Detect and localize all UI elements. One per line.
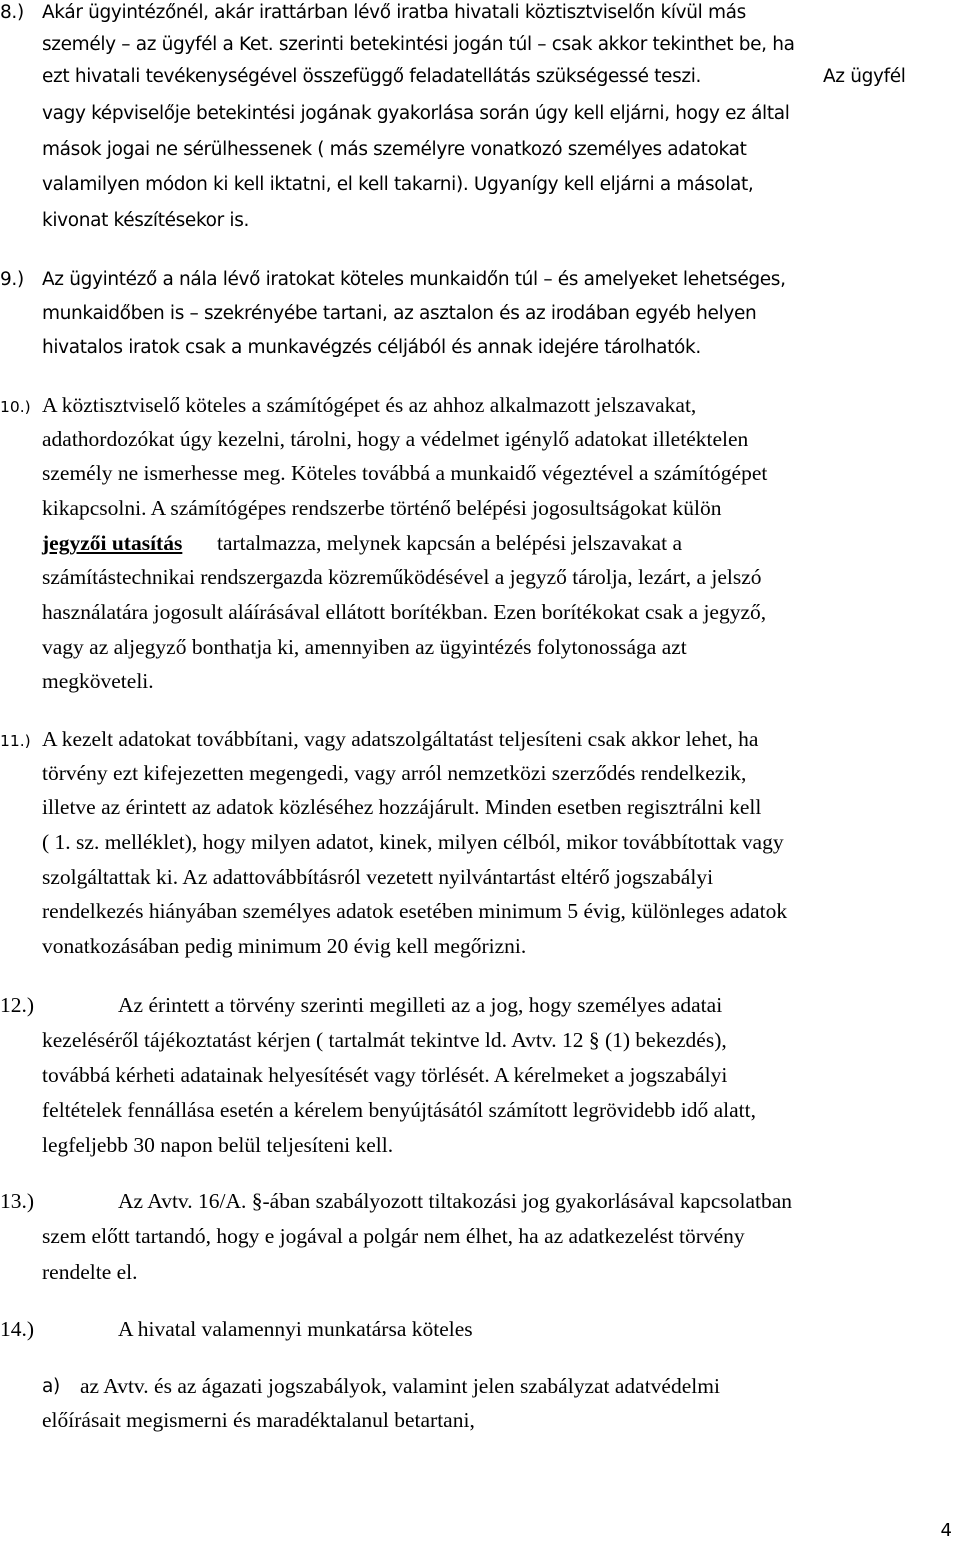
item-number: 13.)	[0, 1189, 35, 1213]
item-number: 11.)	[0, 732, 31, 750]
paragraph-line: munkaidőben is – szekrényébe tartani, az asztalon és az irodában egyéb helyen	[42, 303, 757, 324]
emphasis-text: jegyzői utasítás	[42, 531, 183, 555]
paragraph-line: hivatalos iratok csak a munkavégzés céljából és annak idejére tárolhatók.	[42, 337, 701, 358]
paragraph-line: vagy az aljegyző bonthatja ki, amennyiben az ügyintézés folytonossága azt	[42, 635, 687, 659]
paragraph-line: Az Avtv. 16/A. §-ában szabályozott tiltakozási jog gyakorlásával kapcsolatban	[118, 1189, 793, 1213]
paragraph-line: feltételek fennállása esetén a kérelem benyújtásától számított legrövidebb idő alatt,	[42, 1098, 756, 1122]
paragraph-line: vonatkozásában pedig minimum 20 évig kell megőrizni.	[42, 934, 527, 958]
paragraph-line: előírásait megismerni és maradéktalanul betartani,	[42, 1408, 475, 1432]
paragraph-line: Akár ügyintézőnél, akár irattárban lévő iratba hivatali köztisztviselőn kívül más	[42, 2, 746, 23]
item-number: 10.)	[0, 398, 31, 416]
paragraph-line: szolgáltattak ki. Az adattovábbításról vezetett nyilvántartást eltérő jogszabályi	[42, 865, 714, 889]
paragraph-line: ezt hivatali tevékenységével összefüggő feladatellátás szükségessé teszi.	[42, 66, 702, 87]
paragraph-line: rendelte el.	[42, 1260, 138, 1284]
page-number: 4	[940, 1520, 952, 1541]
item-number: 9.)	[0, 269, 24, 290]
paragraph-line: szem előtt tartandó, hogy e jogával a polgár nem élhet, ha az adatkezelést törvény	[42, 1224, 745, 1248]
paragraph-line: adathordozókat úgy kezelni, tárolni, hogy a védelmet igénylő adatokat illetéktelen	[42, 427, 749, 451]
paragraph-line: valamilyen módon ki kell iktatni, el kell takarni). Ugyanígy kell eljárni a másolat,	[42, 174, 754, 195]
paragraph-line: Az ügyintéző a nála lévő iratokat köteles munkaidőn túl – és amelyeket lehetséges,	[42, 269, 786, 290]
paragraph-line: tartalmazza, melynek kapcsán a belépési jelszavakat a	[217, 531, 682, 555]
paragraph-line: Az érintett a törvény szerinti megilleti az a jog, hogy személyes adatai	[118, 993, 723, 1017]
paragraph-line: rendelkezés hiányában személyes adatok esetében minimum 5 évig, különleges adatok	[42, 899, 788, 923]
paragraph-line: illetve az érintett az adatok közléséhez hozzájárult. Minden esetben regisztrálni kell	[42, 795, 762, 819]
item-number: 12.)	[0, 993, 35, 1017]
paragraph-line: számítástechnikai rendszergazda közreműködésével a jegyző tárolja, lezárt, a jelszó	[42, 565, 762, 589]
paragraph-line: törvény ezt kifejezetten megengedi, vagy arról nemzetközi szerződés rendelkezik,	[42, 761, 747, 785]
item-number: 14.)	[0, 1317, 35, 1341]
paragraph-line: személy ne ismerhesse meg. Köteles továbbá a munkaidő végeztével a számítógépet	[42, 461, 768, 485]
paragraph-line: megköveteli.	[42, 669, 154, 693]
item-number: a)	[42, 1376, 60, 1397]
paragraph-line: személy – az ügyfél a Ket. szerinti betekintési jogán túl – csak akkor tekinthet be, ha	[42, 34, 795, 55]
paragraph-line: kezeléséről tájékoztatást kérjen ( tartalmát tekintve ld. Avtv. 12 § (1) bekezdés),	[42, 1028, 727, 1052]
paragraph-line: kikapcsolni. A számítógépes rendszerbe történő belépési jogosultságokat külön	[42, 496, 722, 520]
paragraph-line: legfeljebb 30 napon belül teljesíteni kell.	[42, 1133, 394, 1157]
paragraph-line: Az ügyfél	[823, 66, 906, 87]
paragraph-line: vagy képviselője betekintési jogának gyakorlása során úgy kell eljárni, hogy ez által	[42, 103, 790, 124]
paragraph-line: az Avtv. és az ágazati jogszabályok, valamint jelen szabályzat adatvédelmi	[80, 1374, 720, 1398]
paragraph-line: ( 1. sz. melléklet), hogy milyen adatot, kinek, milyen célból, mikor továbbítottak vagy	[42, 830, 784, 854]
item-number: 8.)	[0, 2, 24, 23]
paragraph-line: használatára jogosult aláírásával ellátott borítékban. Ezen borítékokat csak a jegyző,	[42, 600, 767, 624]
paragraph-line: A hivatal valamennyi munkatársa köteles	[118, 1317, 473, 1341]
paragraph-line: A kezelt adatokat továbbítani, vagy adatszolgáltatást teljesíteni csak akkor lehet, ha	[42, 727, 759, 751]
paragraph-line: kivonat készítésekor is.	[42, 210, 250, 231]
paragraph-line: továbbá kérheti adatainak helyesítését vagy törlését. A kérelmeket a jogszabályi	[42, 1063, 728, 1087]
paragraph-line: mások jogai ne sérülhessenek ( más személyre vonatkozó személyes adatokat	[42, 139, 747, 160]
paragraph-line: A köztisztviselő köteles a számítógépet és az ahhoz alkalmazott jelszavakat,	[42, 393, 697, 417]
